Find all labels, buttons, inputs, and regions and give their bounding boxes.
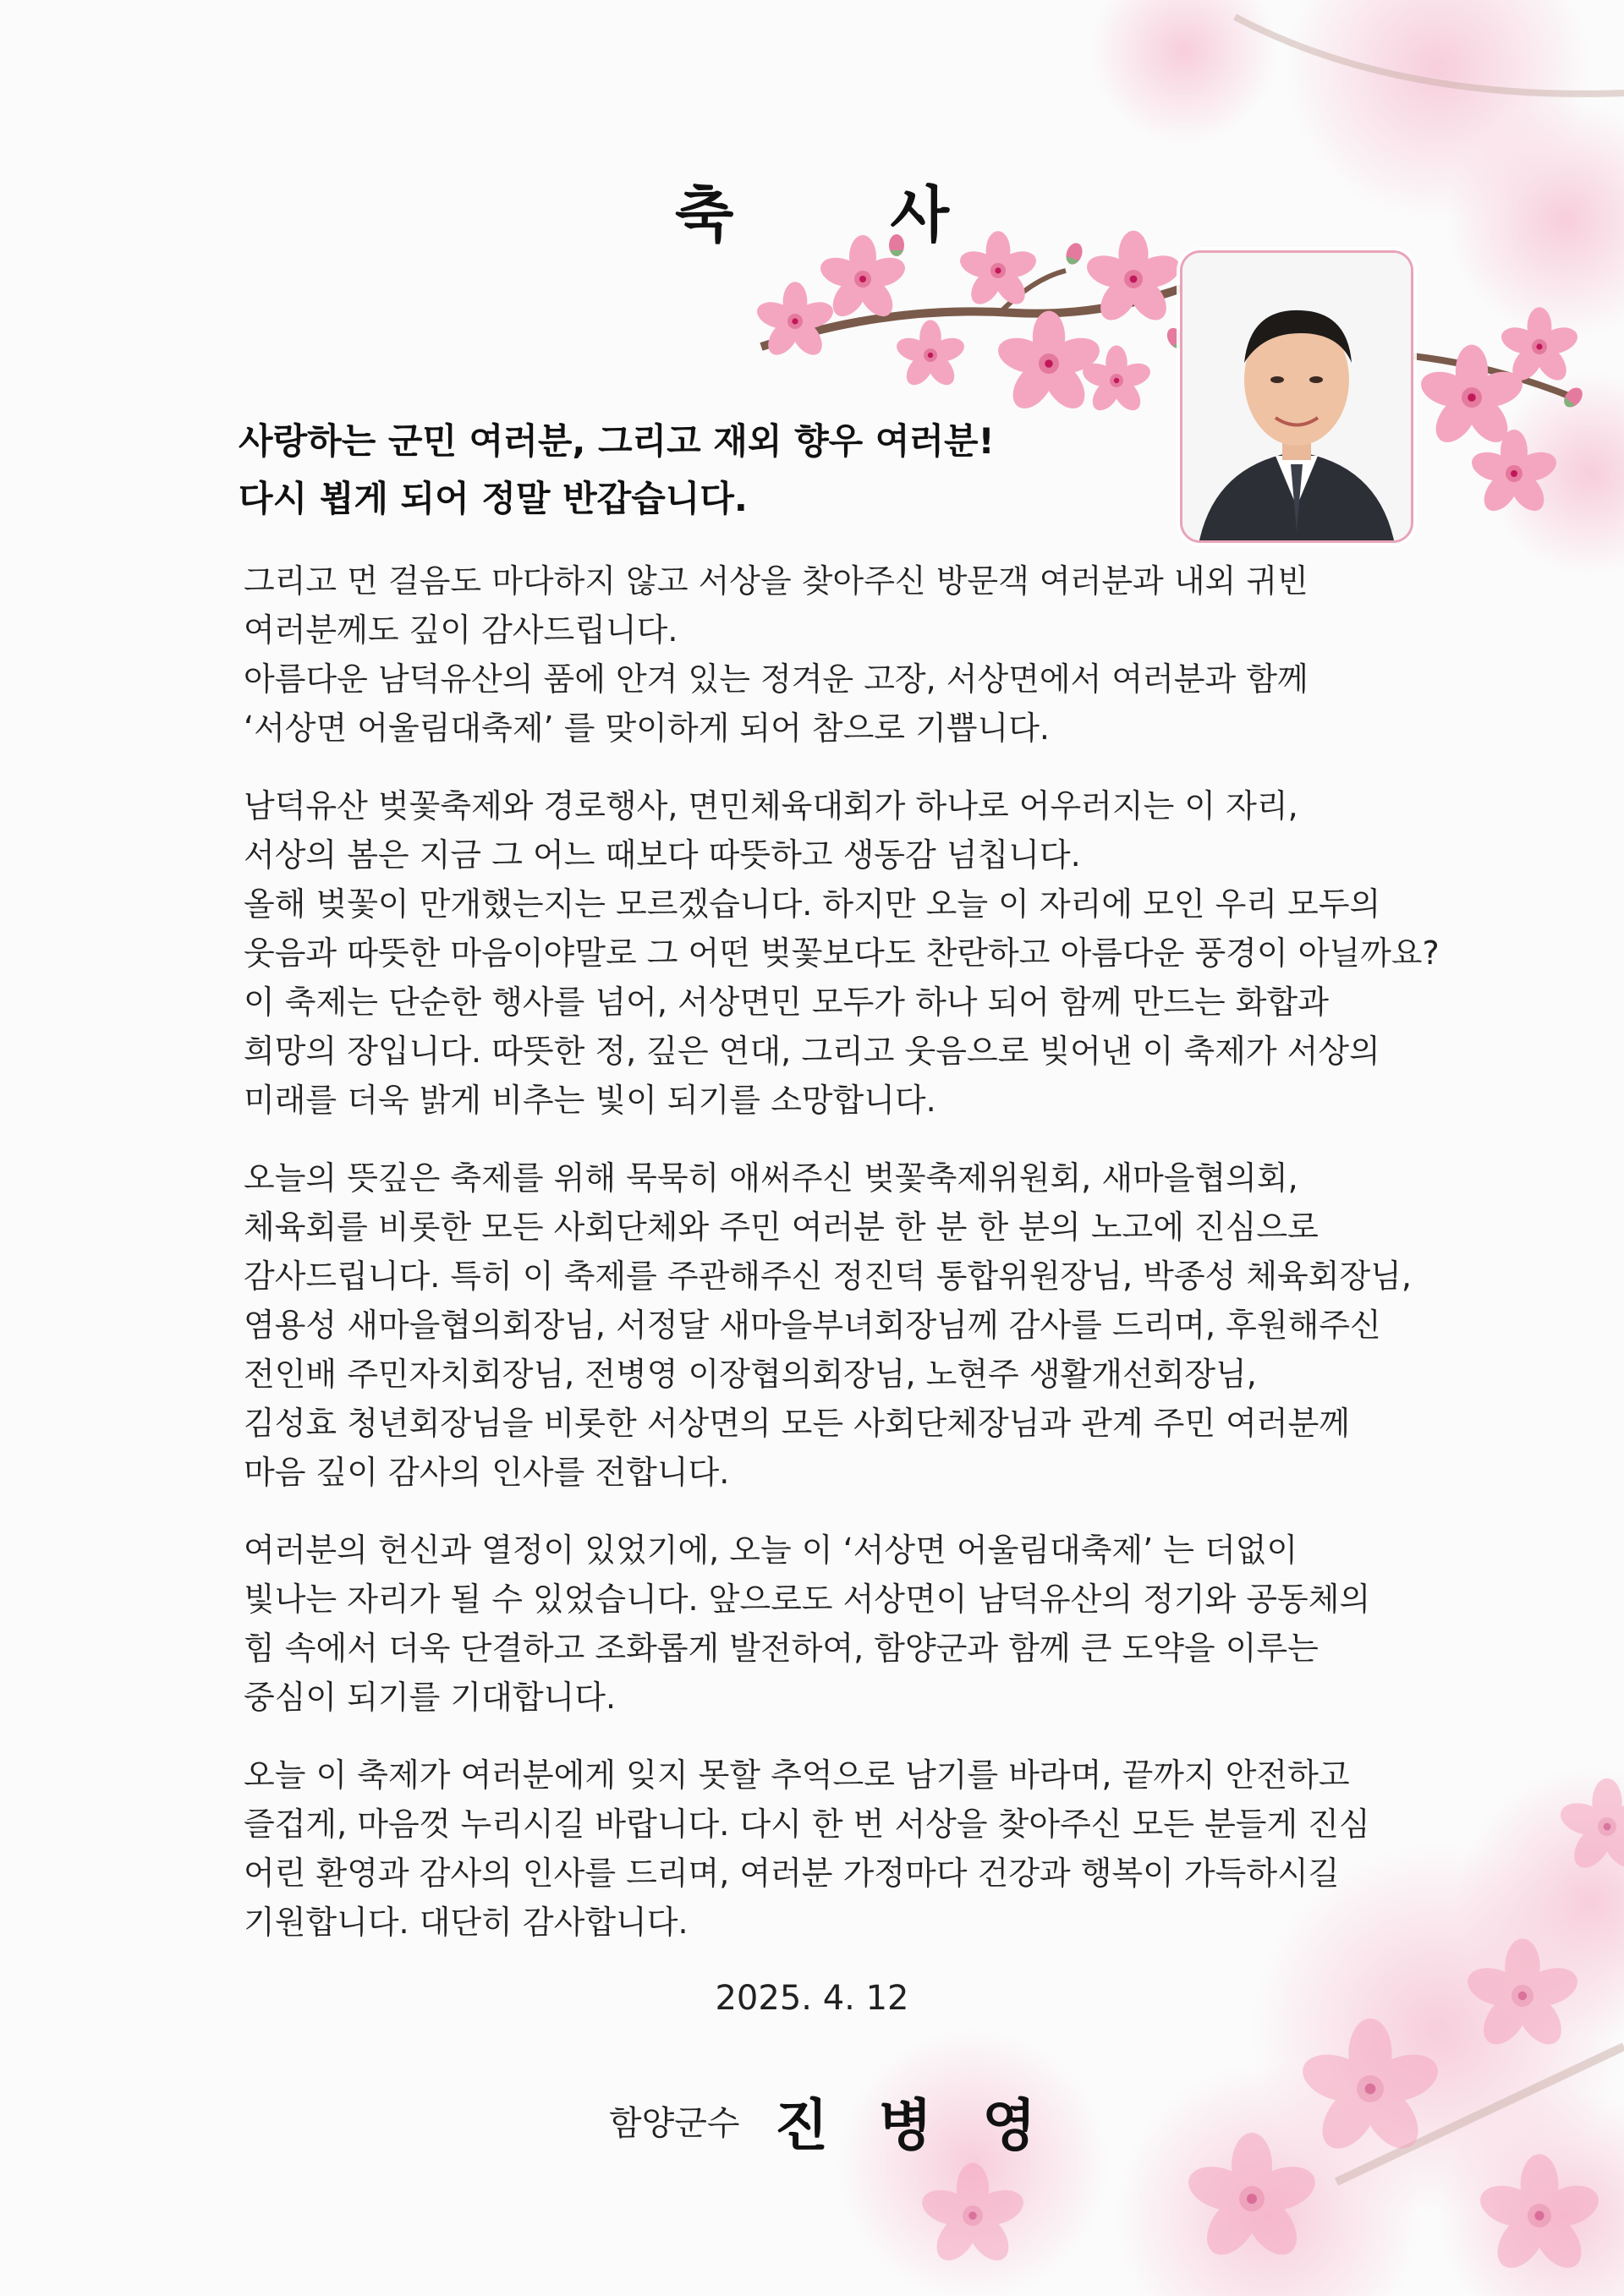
portrait-image	[1182, 253, 1411, 540]
text-line: 웃음과 따뜻한 마음이야말로 그 어떤 벚꽃보다도 찬란하고 아름다운 풍경이 아닐까요?	[244, 934, 1440, 972]
text-line: 여러분의 헌신과 열정이 있었기에, 오늘 이 ‘서상면 어울림대축제’ 는 더없이	[244, 1532, 1298, 1569]
text-line: 미래를 더욱 밝게 비추는 빛이 되기를 소망합니다.	[244, 1082, 936, 1119]
signature-role: 함양군수	[609, 2104, 740, 2143]
greeting-line-2: 다시 뵙게 되어 정말 반갑습니다.	[239, 478, 748, 519]
text-line: 힘 속에서 더욱 단결하고 조화롭게 발전하여, 함양군과 함께 큰 도약을 이루는	[244, 1630, 1319, 1667]
official-portrait	[1180, 250, 1413, 543]
text-line: 오늘의 뜻깊은 축제를 위해 묵묵히 애써주신 벚꽃축제위원회, 새마을협의회,	[244, 1159, 1298, 1197]
paragraph-5	[244, 1751, 1428, 1947]
text-line: 오늘 이 축제가 여러분에게 잊지 못할 추억으로 남기를 바라며, 끝까지 안전하고	[244, 1756, 1350, 1794]
text-line: 서상의 봄은 지금 그 어느 때보다 따뜻하고 생동감 넘칩니다.	[244, 836, 1081, 874]
text-line: 중심이 되기를 기대합니다.	[244, 1679, 617, 1716]
text-line: 이 축제는 단순한 행사를 넘어, 서상면민 모두가 하나 되어 함께 만드는 화합과	[244, 984, 1329, 1021]
speech-body	[244, 556, 1440, 1975]
paragraph-4	[244, 1526, 1428, 1722]
text-line: 그리고 먼 걸음도 마다하지 않고 서상을 찾아주신 방문객 여러분과 내외 귀빈	[244, 562, 1309, 600]
text-line: 체육회를 비롯한 모든 사회단체와 주민 여러분 한 분 한 분의 노고에 진심으로	[244, 1208, 1319, 1246]
signature	[609, 2080, 1051, 2161]
text-line: 올해 벚꽃이 만개했는지는 모르겠습니다. 하지만 오늘 이 자리에 모인 우리 모두의	[244, 885, 1381, 923]
paragraph-1	[244, 556, 1428, 753]
text-line: 전인배 주민자치회장님, 전병영 이장협의회장님, 노현주 생활개선회장님,	[244, 1356, 1257, 1393]
text-line: 감사드립니다. 특히 이 축제를 주관해주신 정진덕 통합위원장님, 박종성 체육회장님,	[244, 1258, 1412, 1295]
text-line: 즐겁게, 마음껏 누리시길 바랍니다. 다시 한 번 서상을 찾아주신 모든 분들게 진심	[244, 1806, 1370, 1843]
text-line: 어린 환영과 감사의 인사를 드리며, 여러분 가정마다 건강과 행복이 가득하시길	[244, 1855, 1340, 1892]
text-line: 마음 깊이 감사의 인사를 전합니다.	[244, 1454, 730, 1491]
text-line: 염용성 새마을협의회장님, 서정달 새마을부녀회장님께 감사를 드리며, 후원해주신	[244, 1307, 1381, 1344]
text-line: 남덕유산 벚꽃축제와 경로행사, 면민체육대회가 하나로 어우러지는 이 자리,	[244, 787, 1298, 825]
greeting-line-1: 사랑하는 군민 여러분, 그리고 재외 향우 여러분!	[239, 420, 995, 462]
page-title: 축 사	[674, 179, 1018, 250]
text-line: 기원합니다. 대단히 감사합니다.	[244, 1904, 689, 1941]
date: 2025. 4. 12	[715, 1979, 909, 2018]
text-line: 희망의 장입니다. 따뜻한 정, 깊은 연대, 그리고 웃음으로 빚어낸 이 축제가 서상의	[244, 1033, 1380, 1070]
signature-name: 진 병 영	[774, 2093, 1051, 2158]
text-line: 김성효 청년회장님을 비롯한 서상면의 모든 사회단체장님과 관계 주민 여러분께	[244, 1405, 1351, 1442]
text-line: ‘서상면 어울림대축제’ 를 맞이하게 되어 참으로 기쁩니다.	[244, 710, 1050, 747]
paragraph-2	[244, 781, 1440, 1125]
text-line: 빛나는 자리가 될 수 있었습니다. 앞으로도 서상면이 남덕유산의 정기와 공동체의	[244, 1581, 1371, 1618]
paragraph-3	[244, 1153, 1428, 1497]
text-line: 아름다운 남덕유산의 품에 안겨 있는 정겨운 고장, 서상면에서 여러분과 함께	[244, 660, 1309, 698]
text-line: 여러분께도 깊이 감사드립니다.	[244, 611, 678, 649]
greeting	[239, 413, 1169, 528]
